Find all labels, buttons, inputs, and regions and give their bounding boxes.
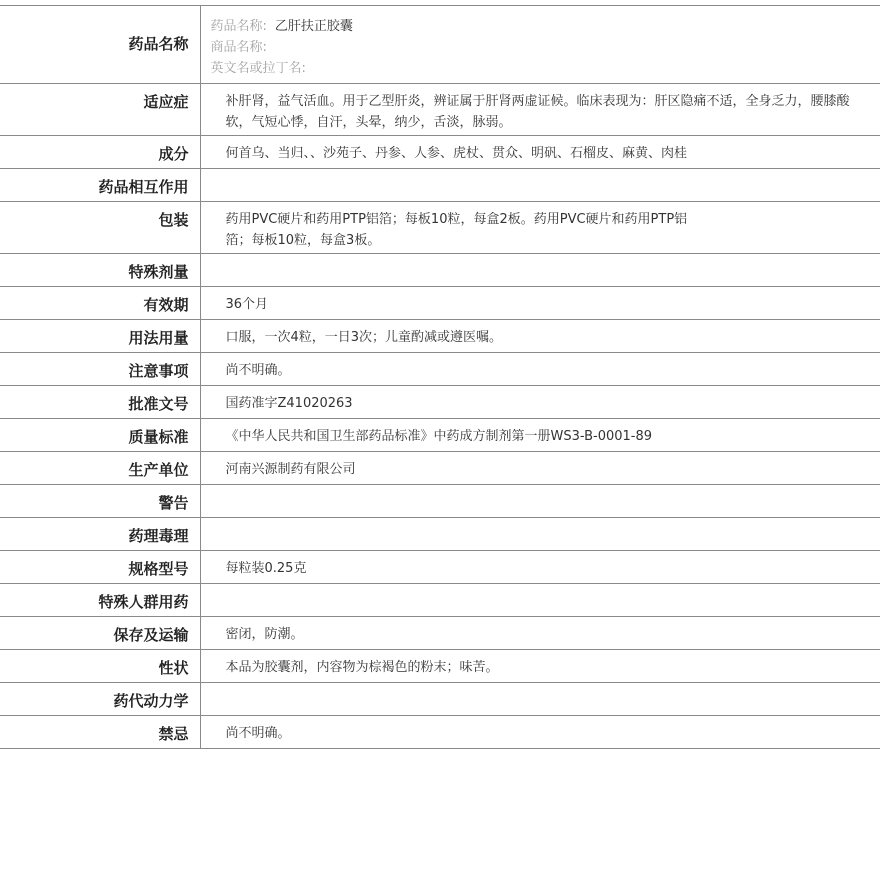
row-approval-number [0, 386, 880, 419]
row-pharmacology [0, 518, 880, 551]
row-label: 药代动力学 [113, 692, 189, 710]
row-label: 用法用量 [128, 329, 189, 347]
row-value [201, 584, 880, 591]
row-value: 密闭，防潮。 [225, 627, 304, 642]
row-value [201, 518, 880, 525]
row-contraindications [0, 716, 880, 749]
row-value: 补肝肾，益气活血。用于乙型肝炎，辨证属于肝肾两虚证候。临床表现为：肝区隐痛不适，全身乏力，腰膝酸软，气短心悸，自汗，头晕，纳少，舌淡，脉弱。 [225, 94, 850, 130]
generic-name-key: 药品名称: [210, 19, 267, 34]
row-special-populations [0, 584, 880, 617]
row-value [201, 169, 880, 176]
trade-name-key: 商品名称: [210, 40, 267, 55]
row-label: 适应症 [143, 93, 189, 111]
row-value [201, 254, 880, 261]
latin-name-key: 英文名或拉丁名: [210, 61, 306, 76]
row-value: 口服，一次4粒，一日3次；儿童酌减或遵医嘱。 [225, 330, 503, 345]
row-label: 包装 [158, 211, 189, 229]
row-value [201, 683, 880, 690]
trade-name-line [211, 37, 880, 58]
row-label: 药品名称 [128, 35, 189, 53]
row-value: 国药准字Z41020263 [225, 396, 353, 411]
row-storage [0, 617, 880, 650]
row-label-cell [0, 6, 200, 84]
row-label: 特殊人群用药 [98, 593, 189, 611]
row-warning [0, 485, 880, 518]
row-interactions [0, 169, 880, 202]
row-label: 成分 [158, 145, 189, 163]
row-indications [0, 84, 880, 136]
row-ingredients [0, 136, 880, 169]
row-special-dosage [0, 254, 880, 287]
row-drug-name [0, 6, 880, 84]
generic-name-line [211, 16, 880, 37]
latin-name-line [211, 58, 880, 79]
row-value: 尚不明确。 [225, 726, 291, 741]
row-value: 36个月 [225, 297, 269, 312]
row-label: 特殊剂量 [128, 263, 189, 281]
row-label: 性状 [158, 659, 189, 677]
row-value: 药用PVC硬片和药用PTP铝箔；每板10粒，每盒2板。药用PVC硬片和药用PTP铝箔；每板10粒，每盒3板。 [225, 212, 688, 248]
row-value: 每粒装0.25克 [225, 561, 307, 576]
drug-info-table [0, 5, 880, 749]
row-label: 规格型号 [128, 560, 189, 578]
row-pharmacokinetics [0, 683, 880, 716]
row-label: 药品相互作用 [98, 178, 189, 196]
row-dosage [0, 320, 880, 353]
row-value [201, 485, 880, 492]
row-label: 注意事项 [128, 362, 189, 380]
row-quality-standard [0, 419, 880, 452]
row-label: 质量标准 [128, 428, 189, 446]
row-packaging [0, 202, 880, 254]
row-label: 禁忌 [158, 725, 189, 743]
row-precautions [0, 353, 880, 386]
row-manufacturer [0, 452, 880, 485]
row-label: 药理毒理 [128, 527, 189, 545]
row-label: 有效期 [143, 296, 189, 314]
row-shelf-life [0, 287, 880, 320]
row-value: 河南兴源制药有限公司 [225, 462, 356, 477]
row-label: 生产单位 [128, 461, 189, 479]
drug-name-block [200, 6, 880, 84]
row-specification [0, 551, 880, 584]
row-label: 批准文号 [128, 395, 189, 413]
row-value: 尚不明确。 [225, 363, 291, 378]
row-label: 警告 [158, 494, 189, 512]
row-value: 《中华人民共和国卫生部药品标准》中药成方制剂第一册WS3-B-0001-89 [225, 429, 653, 444]
row-value: 何首乌、当归、、沙苑子、丹参、人参、虎杖、贯众、明矾、石榴皮、麻黄、肉桂 [225, 146, 688, 161]
row-description [0, 650, 880, 683]
generic-name-value: 乙肝扶正胶囊 [274, 19, 353, 34]
row-label: 保存及运输 [113, 626, 189, 644]
row-value: 本品为胶囊剂，内容物为棕褐色的粉末；味苦。 [225, 660, 499, 675]
